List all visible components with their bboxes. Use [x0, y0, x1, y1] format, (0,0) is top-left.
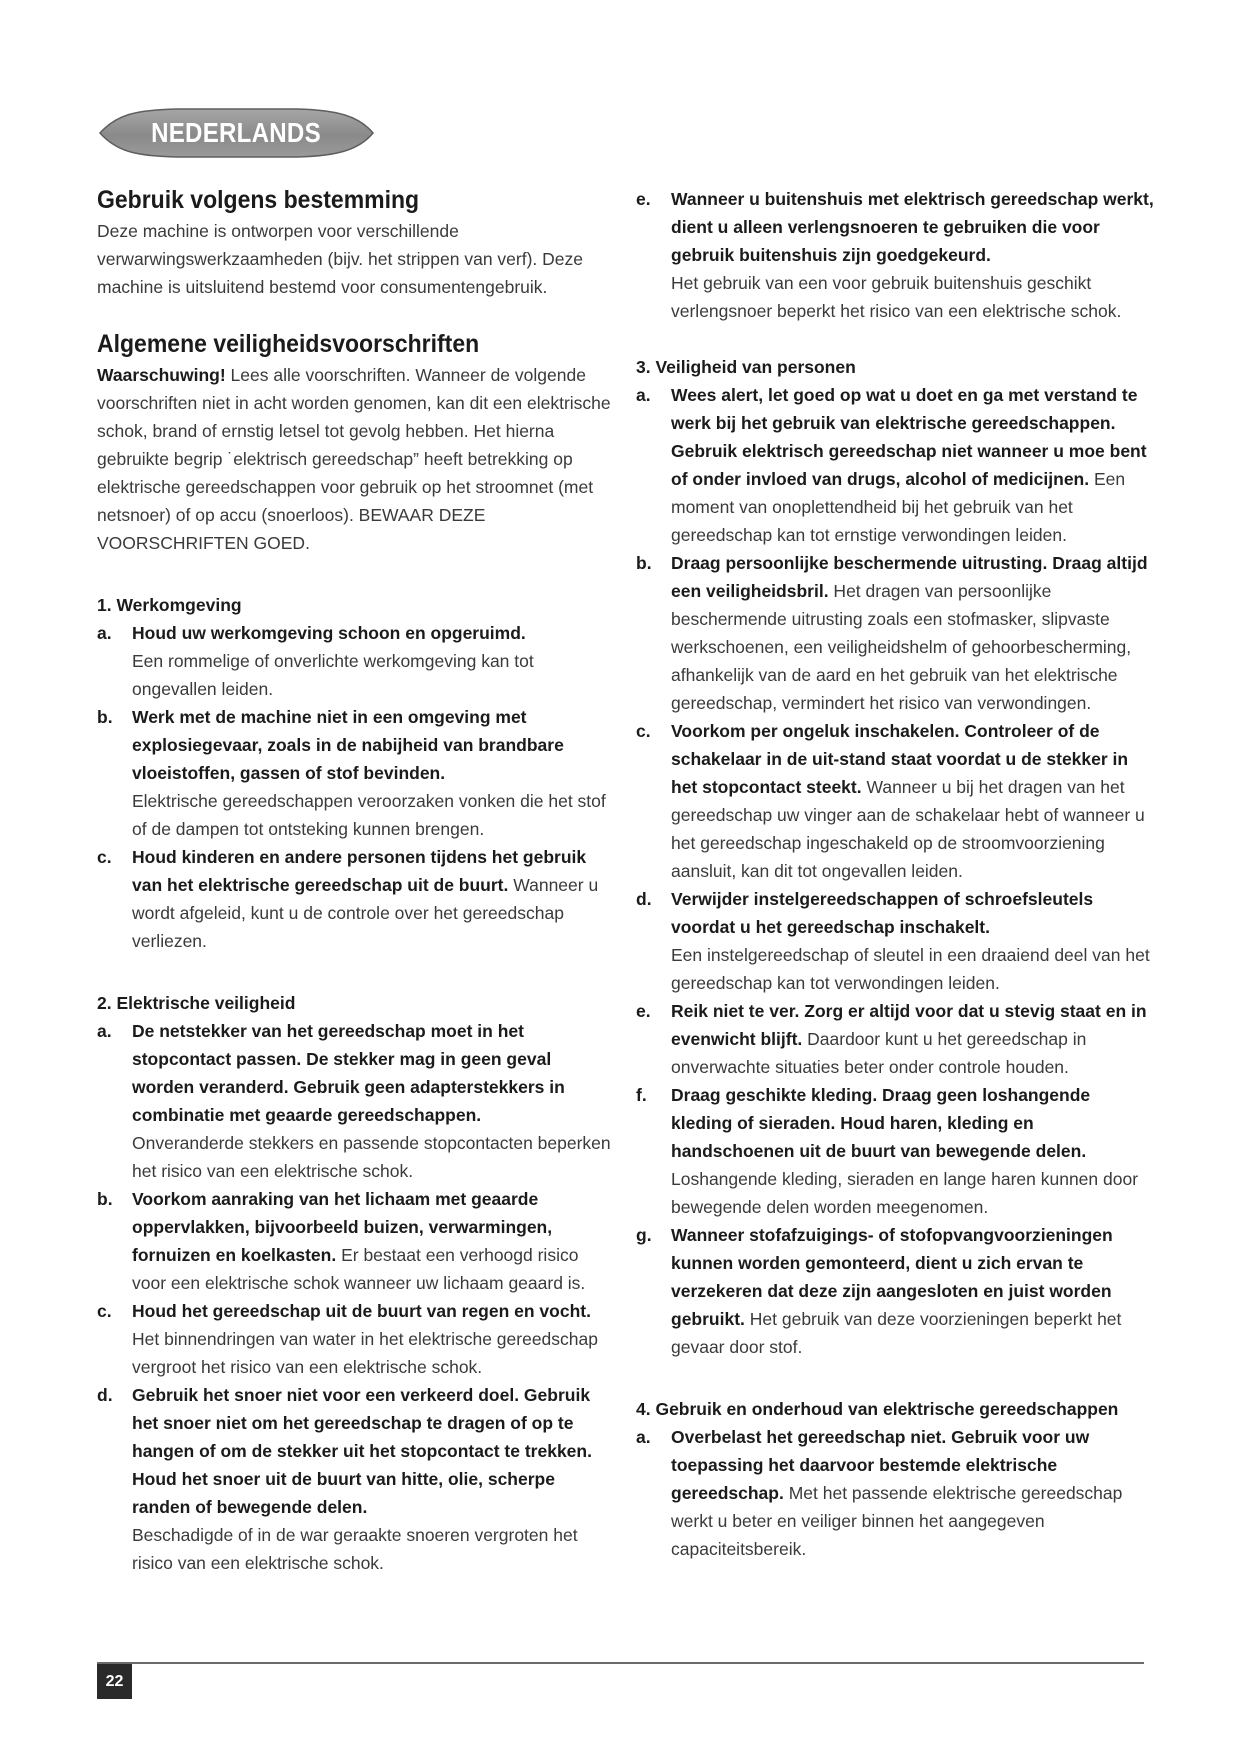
- list-item: [97, 703, 617, 843]
- item-letter: a.: [636, 1427, 651, 1447]
- item-text: Een moment van onoplettendheid bij het gebruik van het gereedschap kan tot ernstige verwondingen leiden.: [671, 469, 1126, 545]
- personal-safety-heading: 3. Veiligheid van personen: [636, 357, 856, 377]
- item-letter: d.: [636, 889, 652, 909]
- item-text: Het gebruik van een voor gebruik buitenshuis geschikt verlengsnoer beperkt het risico van een elektrische schok.: [671, 273, 1122, 321]
- item-bold: Draag geschikte kleding. Draag geen loshangende kleding of sieraden. Houd haren, kleding en handschoenen uit de buurt van bewegende delen.: [671, 1085, 1091, 1161]
- footer-divider: [97, 1662, 1144, 1664]
- item-text: Het dragen van persoonlijke beschermende uitrusting zoals een stofmasker, slipvaste werkschoenen, een veiligheidshelm of gehoorbescherming, afhankelijk van de aard en het gebruik van het elektrische gereedschap, vermindert het risico van verwondingen.: [671, 581, 1132, 713]
- item-bold: Wanneer u buitenshuis met elektrisch gereedschap werkt, dient u alleen verlengsnoeren te gebruiken die voor gebruik buitenshuis zijn goedgekeurd.: [671, 189, 1154, 265]
- item-bold: Overbelast het gereedschap niet. Gebruik voor uw toepassing het daarvoor bestemde elektrische gereedschap.: [671, 1427, 1090, 1503]
- item-letter: b.: [97, 707, 113, 727]
- language-badge: [97, 106, 375, 160]
- item-bold: De netstekker van het gereedschap moet in het stopcontact passen. De stekker mag in geen geval worden veranderd. Gebruik geen adapterstekkers in combinatie met geaarde gereedschappen.: [132, 1021, 565, 1125]
- item-text: Het gebruik van deze voorzieningen beperkt het gevaar door stof.: [671, 1309, 1122, 1357]
- item-text: Een rommelige of onverlichte werkomgeving kan tot ongevallen leiden.: [132, 651, 534, 699]
- item-letter: c.: [97, 1301, 112, 1321]
- item-letter: e.: [636, 1001, 651, 1021]
- item-text: Onveranderde stekkers en passende stopcontacten beperken het risico van een elektrische schok.: [132, 1133, 611, 1181]
- electrical-safety-heading: 2. Elektrische veiligheid: [97, 993, 296, 1013]
- item-text: Het binnendringen van water in het elektrische gereedschap vergroot het risico van een elektrische schok.: [132, 1329, 598, 1377]
- item-letter: b.: [636, 553, 652, 573]
- intended-use-text: Deze machine is ontworpen voor verschillende verwarwingswerkzaamheden (bijv. het strippen van verf). Deze machine is uitsluitend bestemd voor consumentengebruik.: [97, 221, 583, 297]
- item-letter: c.: [97, 847, 112, 867]
- warning-text: Lees alle voorschriften. Wanneer de volgende voorschriften niet in acht worden genomen, kan dit een elektrische schok, brand of ernstig letsel tot gevolg hebben. Het hierna gebruikte begrip ˙elektrisch gereedschap” heeft betrekking op elektrische gereedschappen voor gebruik op het stroomnet (met netsnoer) of op accu (snoerloos). BEWAAR DEZE VOORSCHRIFTEN GOED.: [97, 365, 611, 553]
- work-area-heading: 1. Werkomgeving: [97, 595, 242, 615]
- item-letter: a.: [97, 1021, 112, 1041]
- item-text: Met het passende elektrische gereedschap werkt u beter en veiliger binnen het aangegeven capaciteitsbereik.: [671, 1483, 1123, 1559]
- list-item: [97, 1297, 617, 1381]
- item-letter: e.: [636, 189, 651, 209]
- item-letter: f.: [636, 1085, 647, 1105]
- item-bold: Werk met de machine niet in een omgeving met explosiegevaar, zoals in de nabijheid van brandbare vloeistoffen, gassen of stof bevinden.: [132, 707, 564, 783]
- list-item: [636, 185, 1156, 325]
- item-text: Elektrische gereedschappen veroorzaken vonken die het stof of de dampen tot ontsteking kunnen brengen.: [132, 791, 606, 839]
- item-text: Er bestaat een verhoogd risico voor een elektrische schok wanneer uw lichaam geaard is.: [132, 1245, 586, 1293]
- list-item: [636, 549, 1156, 717]
- item-bold: Houd het gereedschap uit de buurt van regen en vocht.: [132, 1301, 591, 1321]
- item-letter: a.: [97, 623, 112, 643]
- list-item: [636, 717, 1156, 885]
- item-bold: Wanneer stofafzuigings- of stofopvangvoorzieningen kunnen worden gemonteerd, dient u zich ervan te verzekeren dat deze zijn aangesloten en juist worden gebruikt.: [671, 1225, 1113, 1329]
- item-bold: Houd uw werkomgeving schoon en opgeruimd.: [132, 623, 526, 643]
- list-item: [636, 381, 1156, 549]
- item-letter: g.: [636, 1225, 652, 1245]
- list-item: [636, 1221, 1156, 1361]
- item-text: Daardoor kunt u het gereedschap in onverwachte situaties beter onder controle houden.: [671, 1029, 1087, 1077]
- item-letter: b.: [97, 1189, 113, 1209]
- item-text: Wanneer u bij het dragen van het gereedschap uw vinger aan de schakelaar hebt of wanneer u het gereedschap ingeschakeld op de stroomvoorziening aansluit, kan dit tot ongevallen leiden.: [671, 777, 1145, 881]
- item-bold: Draag persoonlijke beschermende uitrusting. Draag altijd een veiligheidsbril.: [671, 553, 1148, 601]
- page-number: 22: [97, 1664, 132, 1699]
- item-bold: Reik niet te ver. Zorg er altijd voor dat u stevig staat en in evenwicht blijft.: [671, 1001, 1147, 1049]
- intended-use-title: Gebruik volgens bestemming: [97, 186, 420, 214]
- item-bold: Verwijder instelgereedschappen of schroefsleutels voordat u het gereedschap inschakelt.: [671, 889, 1094, 937]
- general-safety-title: Algemene veiligheidsvoorschriften: [97, 330, 480, 358]
- list-item: [636, 885, 1156, 997]
- left-column: [97, 185, 617, 1577]
- item-bold: Gebruik het snoer niet voor een verkeerd doel. Gebruik het snoer niet om het gereedschap te dragen of op te hangen of om de stekker uit het stopcontact te trekken. Houd het snoer uit de buurt van hitte, olie, scherpe randen of bewegende delen.: [132, 1385, 592, 1517]
- list-item: [97, 1381, 617, 1577]
- list-item: [97, 1185, 617, 1297]
- item-bold: Voorkom aanraking van het lichaam met geaarde oppervlakken, bijvoorbeeld buizen, verwarmingen, fornuizen en koelkasten.: [132, 1189, 553, 1265]
- list-item: [97, 1017, 617, 1185]
- item-letter: c.: [636, 721, 651, 741]
- language-label: NEDERLANDS: [151, 117, 321, 148]
- tool-use-heading: 4. Gebruik en onderhoud van elektrische gereedschappen: [636, 1399, 1119, 1419]
- item-bold: Houd kinderen en andere personen tijdens het gebruik van het elektrische gereedschap uit de buurt.: [132, 847, 587, 895]
- item-bold: Voorkom per ongeluk inschakelen. Controleer of de schakelaar in de uit-stand staat voordat u de stekker in het stopcontact steekt.: [671, 721, 1129, 797]
- general-safety-text: [97, 361, 617, 557]
- item-letter: d.: [97, 1385, 113, 1405]
- list-item: [97, 843, 617, 955]
- list-item: [636, 1081, 1156, 1221]
- list-item: [636, 997, 1156, 1081]
- list-item: [636, 1423, 1156, 1563]
- list-item: [97, 619, 617, 703]
- right-column: [636, 185, 1156, 1563]
- item-text: Loshangende kleding, sieraden en lange haren kunnen door bewegende delen worden meegenomen.: [671, 1169, 1139, 1217]
- item-bold: Wees alert, let goed op wat u doet en ga met verstand te werk bij het gebruik van elektrische gereedschappen. Gebruik elektrisch gereedschap niet wanneer u moe bent of onder invloed van drugs, alcohol of medicijnen.: [671, 385, 1147, 489]
- item-text: Wanneer u wordt afgeleid, kunt u de controle over het gereedschap verliezen.: [132, 875, 599, 951]
- item-text: Beschadigde of in de war geraakte snoeren vergroten het risico van een elektrische schok.: [132, 1525, 578, 1573]
- warning-label: Waarschuwing!: [97, 365, 226, 385]
- item-letter: a.: [636, 385, 651, 405]
- item-text: Een instelgereedschap of sleutel in een draaiend deel van het gereedschap kan tot verwondingen leiden.: [671, 945, 1150, 993]
